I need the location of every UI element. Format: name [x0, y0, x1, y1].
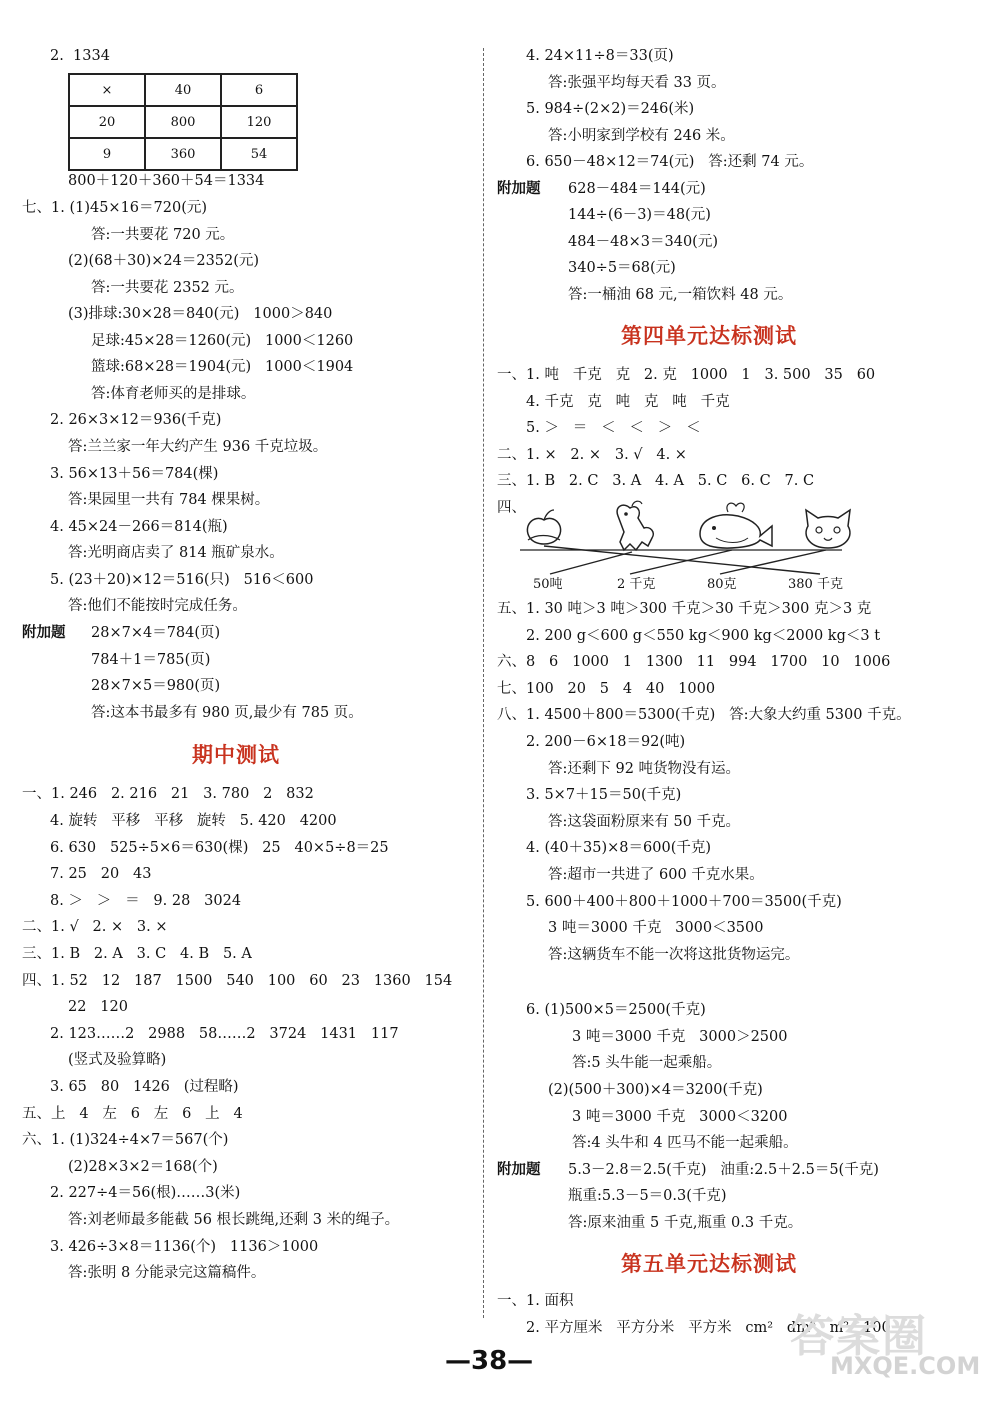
answer-line: 2. 平方厘米 平方分米 平方米 cm² dm² m² 100 [526, 1320, 891, 1336]
answer-line: 答:他们不能按时完成任务。 [68, 598, 247, 614]
answer-line: 三、1. B 2. A 3. C 4. B 5. A [22, 946, 252, 962]
answer-line: 答:体育老师买的是排球。 [91, 386, 256, 402]
answer-line: 784＋1＝785(页) [91, 652, 211, 668]
answer-line: 五、上 4 左 6 左 6 上 4 [22, 1106, 243, 1122]
watermark [770, 1300, 980, 1395]
bonus-label: 附加题 [22, 624, 66, 641]
answer-line: 22 120 [68, 999, 128, 1015]
answer-line: (竖式及验算略) [68, 1052, 167, 1068]
answer-line: 答:小明家到学校有 246 米。 [548, 128, 735, 144]
watermark-url: MXQE.COM [830, 1352, 981, 1380]
answer-line: 4. 旋转 平移 平移 旋转 5. 420 4200 [50, 813, 337, 829]
answer-line: 答:一共要花 720 元。 [91, 227, 235, 243]
answer-line: 八、1. 4500＋800＝5300(千克) 答:大象大约重 5300 千克。 [497, 707, 911, 723]
section-title: 第五单元达标测试 [621, 1251, 797, 1276]
answer-line: 六、1. (1)324÷4×7＝567(个) [22, 1132, 229, 1148]
answer-line: 628－484＝144(元) [568, 181, 706, 197]
horse-icon [617, 501, 653, 550]
answer-line: 4. 24×11÷8＝33(页) [526, 48, 674, 64]
answer-line: 答:这袋面粉原来有 50 千克。 [548, 814, 741, 830]
answer-line: 一、1. 吨 千克 克 2. 克 1000 1 3. 500 35 60 [497, 367, 876, 383]
answer-line: 三、1. B 2. C 3. A 4. A 5. C 6. C 7. C [497, 473, 815, 489]
answer-line: 答:一共要花 2352 元。 [91, 280, 244, 296]
answer-line: 答:这本书最多有 980 页,最少有 785 页。 [91, 705, 363, 721]
answer-line: 答:4 头牛和 4 匹马不能一起乘船。 [572, 1135, 798, 1151]
answer-line: 3 吨＝3000 千克 3000＞2500 [572, 1029, 788, 1045]
answer-line: 二、1. × 2. × 3. √ 4. × [497, 447, 687, 463]
watermark-logo: 答案圈 [790, 1311, 928, 1362]
column-divider [483, 48, 484, 1318]
answer-line: 六、8 6 1000 1 1300 11 994 1700 10 1006 [497, 654, 891, 670]
answer-line: 答:光明商店卖了 814 瓶矿泉水。 [68, 545, 284, 561]
answer-line: 4. 千克 克 吨 克 吨 千克 [526, 394, 730, 410]
match-label: 2 千克 [617, 577, 656, 592]
answer-line: 5. 600＋400＋800＋1000＋700＝3500(千克) [526, 894, 842, 910]
answer-line: 3 吨＝3000 千克 3000＜3500 [548, 920, 764, 936]
answer-line: 二、1. √ 2. × 3. × [22, 919, 168, 935]
answer-line: 5. (23＋20)×12＝516(只) 516＜600 [50, 572, 314, 588]
answer-line: 3. 65 80 1426 (过程略) [50, 1079, 239, 1095]
answer-line: 5. ＞ ＝ ＜ ＜ ＞ ＜ [526, 420, 701, 436]
section-title: 期中测试 [192, 742, 280, 767]
answer-line: (3)排球:30×28＝840(元) 1000＞840 [68, 306, 333, 322]
answer-line: (2)(500＋300)×4＝3200(千克) [548, 1082, 763, 1098]
answer-line: 8. ＞ ＞ ＝ 9. 28 3024 [50, 893, 242, 909]
answer-line: 答:超市一共进了 600 千克水果。 [548, 867, 764, 883]
table-cell: 54 [221, 138, 297, 170]
answer-line: 2. 26×3×12＝936(千克) [50, 412, 222, 428]
answer-line: 7. 25 20 43 [50, 866, 152, 882]
answer-line: 答:张明 8 分能录完这篇稿件。 [68, 1265, 266, 1281]
answer-line: 340÷5＝68(元) [568, 260, 676, 276]
bonus-label: 附加题 [497, 1161, 541, 1178]
answer-line: 484－48×3＝340(元) [568, 234, 718, 250]
answer-line: 足球:45×28＝1260(元) 1000＜1260 [91, 333, 354, 349]
answer-line: 一、1. 面积 [497, 1293, 574, 1309]
answer-line: 2. 227÷4＝56(根)……3(米) [50, 1185, 241, 1201]
section-title: 第四单元达标测试 [621, 323, 797, 348]
bonus-label: 附加题 [497, 180, 541, 197]
table-cell: 40 [145, 74, 221, 106]
answer-line: 4. (40＋35)×8＝600(千克) [526, 840, 712, 856]
answer-line: 四、1. 52 12 187 1500 540 100 60 23 1360 154 [22, 973, 453, 989]
table-cell: 20 [69, 106, 145, 138]
answer-line: 5. 984÷(2×2)＝246(米) [526, 101, 695, 117]
answer-line: 2. 200－6×18＝92(吨) [526, 734, 686, 750]
table-cell: × [69, 74, 145, 106]
answer-line: 6. 630 525÷5×6＝630(棵) 25 40×5÷8＝25 [50, 840, 389, 856]
answer-line: 答:5 头牛能一起乘船。 [572, 1055, 722, 1071]
answer-line: 2. 200 g＜600 g＜550 kg＜900 kg＜2000 kg＜3 t [526, 628, 881, 644]
answer-line: 答:张强平均每天看 33 页。 [548, 75, 726, 91]
table-cell: 6 [221, 74, 297, 106]
answer-line: 一、1. 246 2. 216 21 3. 780 2 832 [22, 786, 314, 802]
answer-line: (2)28×3×2＝168(个) [68, 1159, 218, 1175]
answer-line: 800＋120＋360＋54＝1334 [68, 173, 265, 189]
answer-line: 144÷(6－3)＝48(元) [568, 207, 711, 223]
answer-line: 5.3－2.8＝2.5(千克) 油重:2.5＋2.5＝5(千克) [568, 1162, 879, 1178]
table-cell: 360 [145, 138, 221, 170]
answer-line: 瓶重:5.3－5＝0.3(千克) [568, 1188, 727, 1204]
answer-line: 五、1. 30 吨＞3 吨＞300 千克＞30 千克＞300 克＞3 克 [497, 601, 872, 617]
whale-icon [700, 503, 772, 548]
answer-line: (2)(68＋30)×24＝2352(元) [68, 253, 260, 269]
cat-icon [806, 510, 850, 548]
table-cell: 800 [145, 106, 221, 138]
page-number: —38— [445, 1346, 534, 1376]
answer-line: 3 吨＝3000 千克 3000＜3200 [572, 1109, 788, 1125]
answer-line: 七、100 20 5 4 40 1000 [497, 681, 716, 697]
answer-line: 2. 1334 [50, 48, 110, 64]
answer-line: 答:刘老师最多能截 56 根长跳绳,还剩 3 米的绳子。 [68, 1212, 400, 1228]
peach-icon [527, 510, 560, 544]
answer-line: 6. 650－48×12＝74(元) 答:还剩 74 元。 [526, 154, 814, 170]
answer-line: 答:还剩下 92 吨货物没有运。 [548, 761, 741, 777]
answer-line: 28×7×5＝980(页) [91, 678, 221, 694]
matching-figure [520, 498, 860, 578]
answer-line: 3. 5×7＋15＝50(千克) [526, 787, 682, 803]
answer-line: 答:原来油重 5 千克,瓶重 0.3 千克。 [568, 1215, 803, 1231]
answer-line: 4. 45×24－266＝814(瓶) [50, 519, 228, 535]
answer-line: 答:果园里一共有 784 棵果树。 [68, 492, 270, 508]
answer-line: 3. 56×13＋56＝784(棵) [50, 466, 219, 482]
answer-line: 答:一桶油 68 元,一箱饮料 48 元。 [568, 287, 793, 303]
answer-line: 2. 123……2 2988 58……2 3724 1431 117 [50, 1026, 399, 1042]
multiplication-table [68, 73, 298, 171]
answer-line: 6. (1)500×5＝2500(千克) [526, 1002, 706, 1018]
answer-line: 七、1. (1)45×16＝720(元) [22, 200, 208, 216]
match-label: 380 千克 [788, 577, 843, 592]
answer-line: 3. 426÷3×8＝1136(个) 1136＞1000 [50, 1239, 319, 1255]
answer-line: 答:兰兰家一年大约产生 936 千克垃圾。 [68, 439, 328, 455]
answer-line: 答:这辆货车不能一次将这批货物运完。 [548, 947, 800, 963]
table-cell: 120 [221, 106, 297, 138]
match-label: 50吨 [533, 577, 563, 592]
answer-line: 篮球:68×28＝1904(元) 1000＜1904 [91, 359, 354, 375]
answer-line: 四、 [497, 500, 526, 516]
answer-line: 28×7×4＝784(页) [91, 625, 221, 641]
match-label: 80克 [707, 577, 737, 592]
table-cell: 9 [69, 138, 145, 170]
